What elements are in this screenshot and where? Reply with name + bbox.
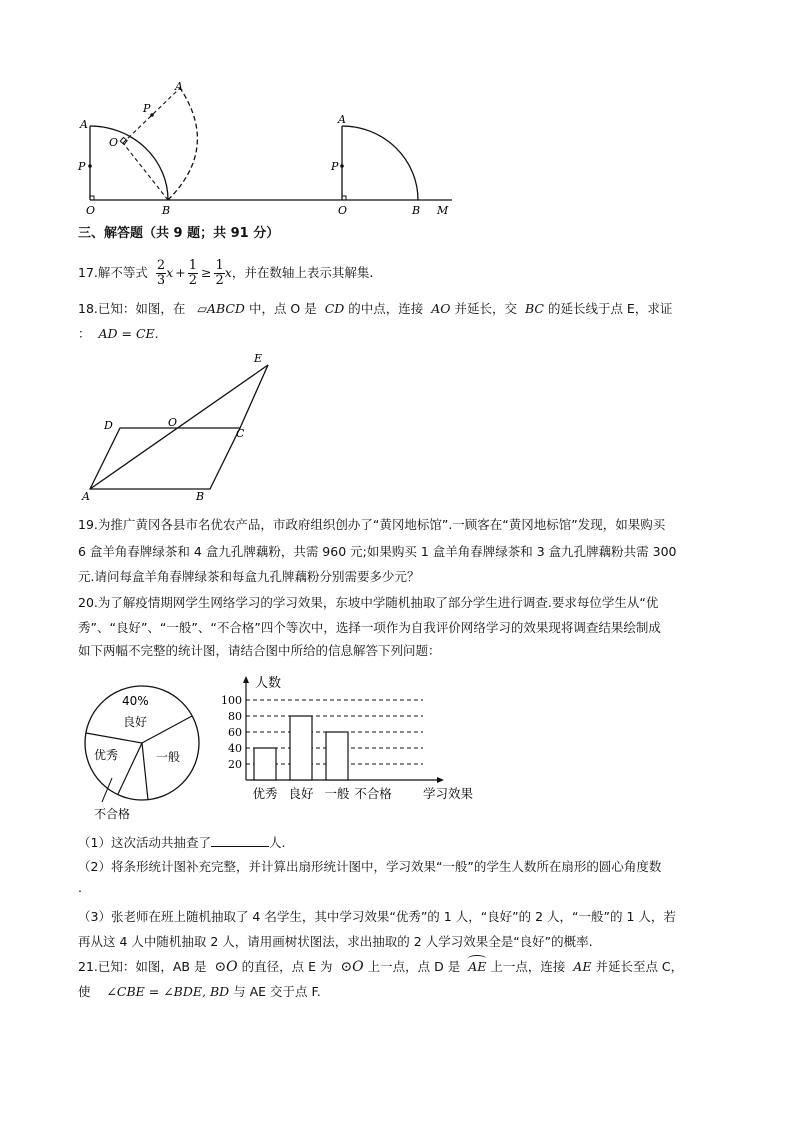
y-tick-label: 60 — [228, 726, 242, 739]
label-M: M — [437, 204, 449, 217]
x-category-label: 不合格 — [354, 786, 392, 801]
answer-blank[interactable] — [211, 834, 269, 847]
dashed-ob — [123, 143, 168, 200]
pie-chart — [78, 682, 218, 822]
x-category-label: 一般 — [324, 786, 350, 801]
label-O-rotated: O — [109, 136, 119, 149]
label-A-rotated: A — [175, 80, 183, 93]
bar-chart — [218, 672, 488, 812]
label-O: O — [86, 204, 96, 217]
y-tick-label: 20 — [228, 758, 242, 771]
question-18-line1: 18.已知：如图，在 ▱ABCD 中，点 O 是 CD 的中点，连接 AO 并延长，交 BC 的延长线于点 E，求证 — [78, 301, 673, 316]
label-B-para: B — [196, 490, 205, 503]
question-19-line3: 元.请问每盒羊角春牌绿茶和每盒九孔牌藕粉分别需要多少元？ — [78, 569, 420, 584]
question-21-line2: 使 ∠CBE = ∠BDE, BD 与 AE 交于点 F. — [78, 984, 321, 999]
y-tick-label: 80 — [228, 710, 242, 723]
pie-label-percent: 40% — [122, 694, 149, 708]
label-B-right: B — [412, 204, 421, 217]
question-20-sub2-line1: （2）将条形统计图补充完整，并计算出扇形统计图中，学习效果“一般”的学生人数所在扇形的圆心角度数 — [78, 859, 662, 874]
label-A-right: A — [338, 113, 346, 126]
label-C: C — [236, 427, 245, 440]
y-tick-label: 40 — [228, 742, 242, 755]
circle-o-symbol: ⊙O — [340, 959, 364, 975]
bar-1 — [290, 716, 312, 780]
question-20-line1: 20.为了解疫情期网学生网络学习的学习效果，东坡中学随机抽取了部分学生进行调查.要求每位学生从“优 — [78, 595, 659, 610]
label-D: D — [104, 419, 113, 432]
label-A: A — [80, 118, 88, 131]
section-title: 三、解答题（共 9 题；共 91 分） — [78, 226, 280, 241]
label-O-para: O — [168, 416, 178, 429]
question-19-line2: 6 盒羊角春牌绿茶和 4 盒九孔牌藕粉，共需 960 元;如果购买 1 盒羊角春牌绿茶和 3 盒九孔牌藕粉共需 300 — [78, 544, 677, 559]
question-19-line1: 19.为推广黄冈各县市名优农产品，市政府组织创办了“黄冈地标馆”.一顾客在“黄冈地标馆”发现，如果购买 — [78, 517, 666, 532]
label-A-para: A — [82, 490, 90, 503]
rotated-arc — [168, 88, 197, 200]
label-P-rotated: P — [143, 102, 151, 115]
pie-label-fail: 不合格 — [94, 807, 131, 821]
label-B: B — [162, 204, 171, 217]
pie-divider — [118, 743, 142, 794]
question-20-line2: 秀”、“良好”、“一般”、“不合格”四个等次中，选择一项作为自我评价网络学习的效果现将调查结果绘制成 — [78, 620, 661, 635]
question-20-line3: 如下两幅不完整的统计图，请结合图中所给的信息解答下列问题： — [78, 643, 441, 658]
pie-label-excellent: 优秀 — [94, 748, 119, 762]
bar-2 — [326, 732, 348, 780]
parallelogram-figure — [78, 348, 278, 503]
pie-label-average: 一般 — [156, 750, 181, 764]
bar-0 — [254, 748, 276, 780]
pie-label-good: 良好 — [123, 715, 148, 729]
question-21-line1: 21.已知：如图，AB 是 ⊙O 的直径，点 E 为 ⊙O 上一点，点 D 是 AE 上一点，连接 AE 并延长至点 C， — [78, 959, 683, 975]
question-20-sub2-line2: . — [78, 880, 82, 895]
question-20-sub1: （1）这次活动共抽查了 人. — [78, 835, 286, 850]
y-axis-label: 人数 — [255, 676, 282, 691]
pie-divider — [86, 733, 142, 743]
question-20-sub3-line1: （3）张老师在班上随机抽取了 4 名学生，其中学习效果“优秀”的 1 人，“良好”的 2 人，“一般”的 1 人，若 — [78, 909, 676, 924]
x-category-label: 优秀 — [252, 786, 278, 801]
q17-prefix: 17.解不等式 — [78, 265, 148, 280]
arc-ae: AE — [468, 959, 486, 975]
x-category-label: 良好 — [288, 786, 314, 801]
question-17: 17.解不等式 $\frac{2}{3}$ x + $\frac{1}{2}$ ≥ $\frac{1}{2}$ x ，并在数轴上表示其解集. — [78, 257, 374, 288]
label-P-right: P — [331, 160, 339, 173]
pie-divider — [142, 716, 192, 743]
label-O-right: O — [338, 204, 348, 217]
x-axis-label: 学习效果 — [423, 786, 474, 801]
circle-o-symbol: ⊙O — [214, 959, 238, 975]
label-P: P — [78, 160, 86, 173]
q17-tail: ，并在数轴上表示其解集. — [231, 265, 374, 280]
y-axis-arrow — [243, 676, 249, 683]
quarter-arc-right — [342, 126, 418, 200]
y-tick-label: 100 — [221, 694, 242, 707]
question-20-sub3-line2: 再从这 4 人中随机抽取 2 人，请用画树状图法，求出抽取的 2 人学习效果全是“良好”的概率. — [78, 934, 593, 949]
x-axis-arrow — [437, 777, 444, 783]
quarter-circle-figures — [70, 78, 470, 218]
pie-divider — [142, 743, 148, 800]
question-18-line2: ： AD = CE. — [78, 326, 159, 341]
label-E: E — [254, 352, 263, 365]
